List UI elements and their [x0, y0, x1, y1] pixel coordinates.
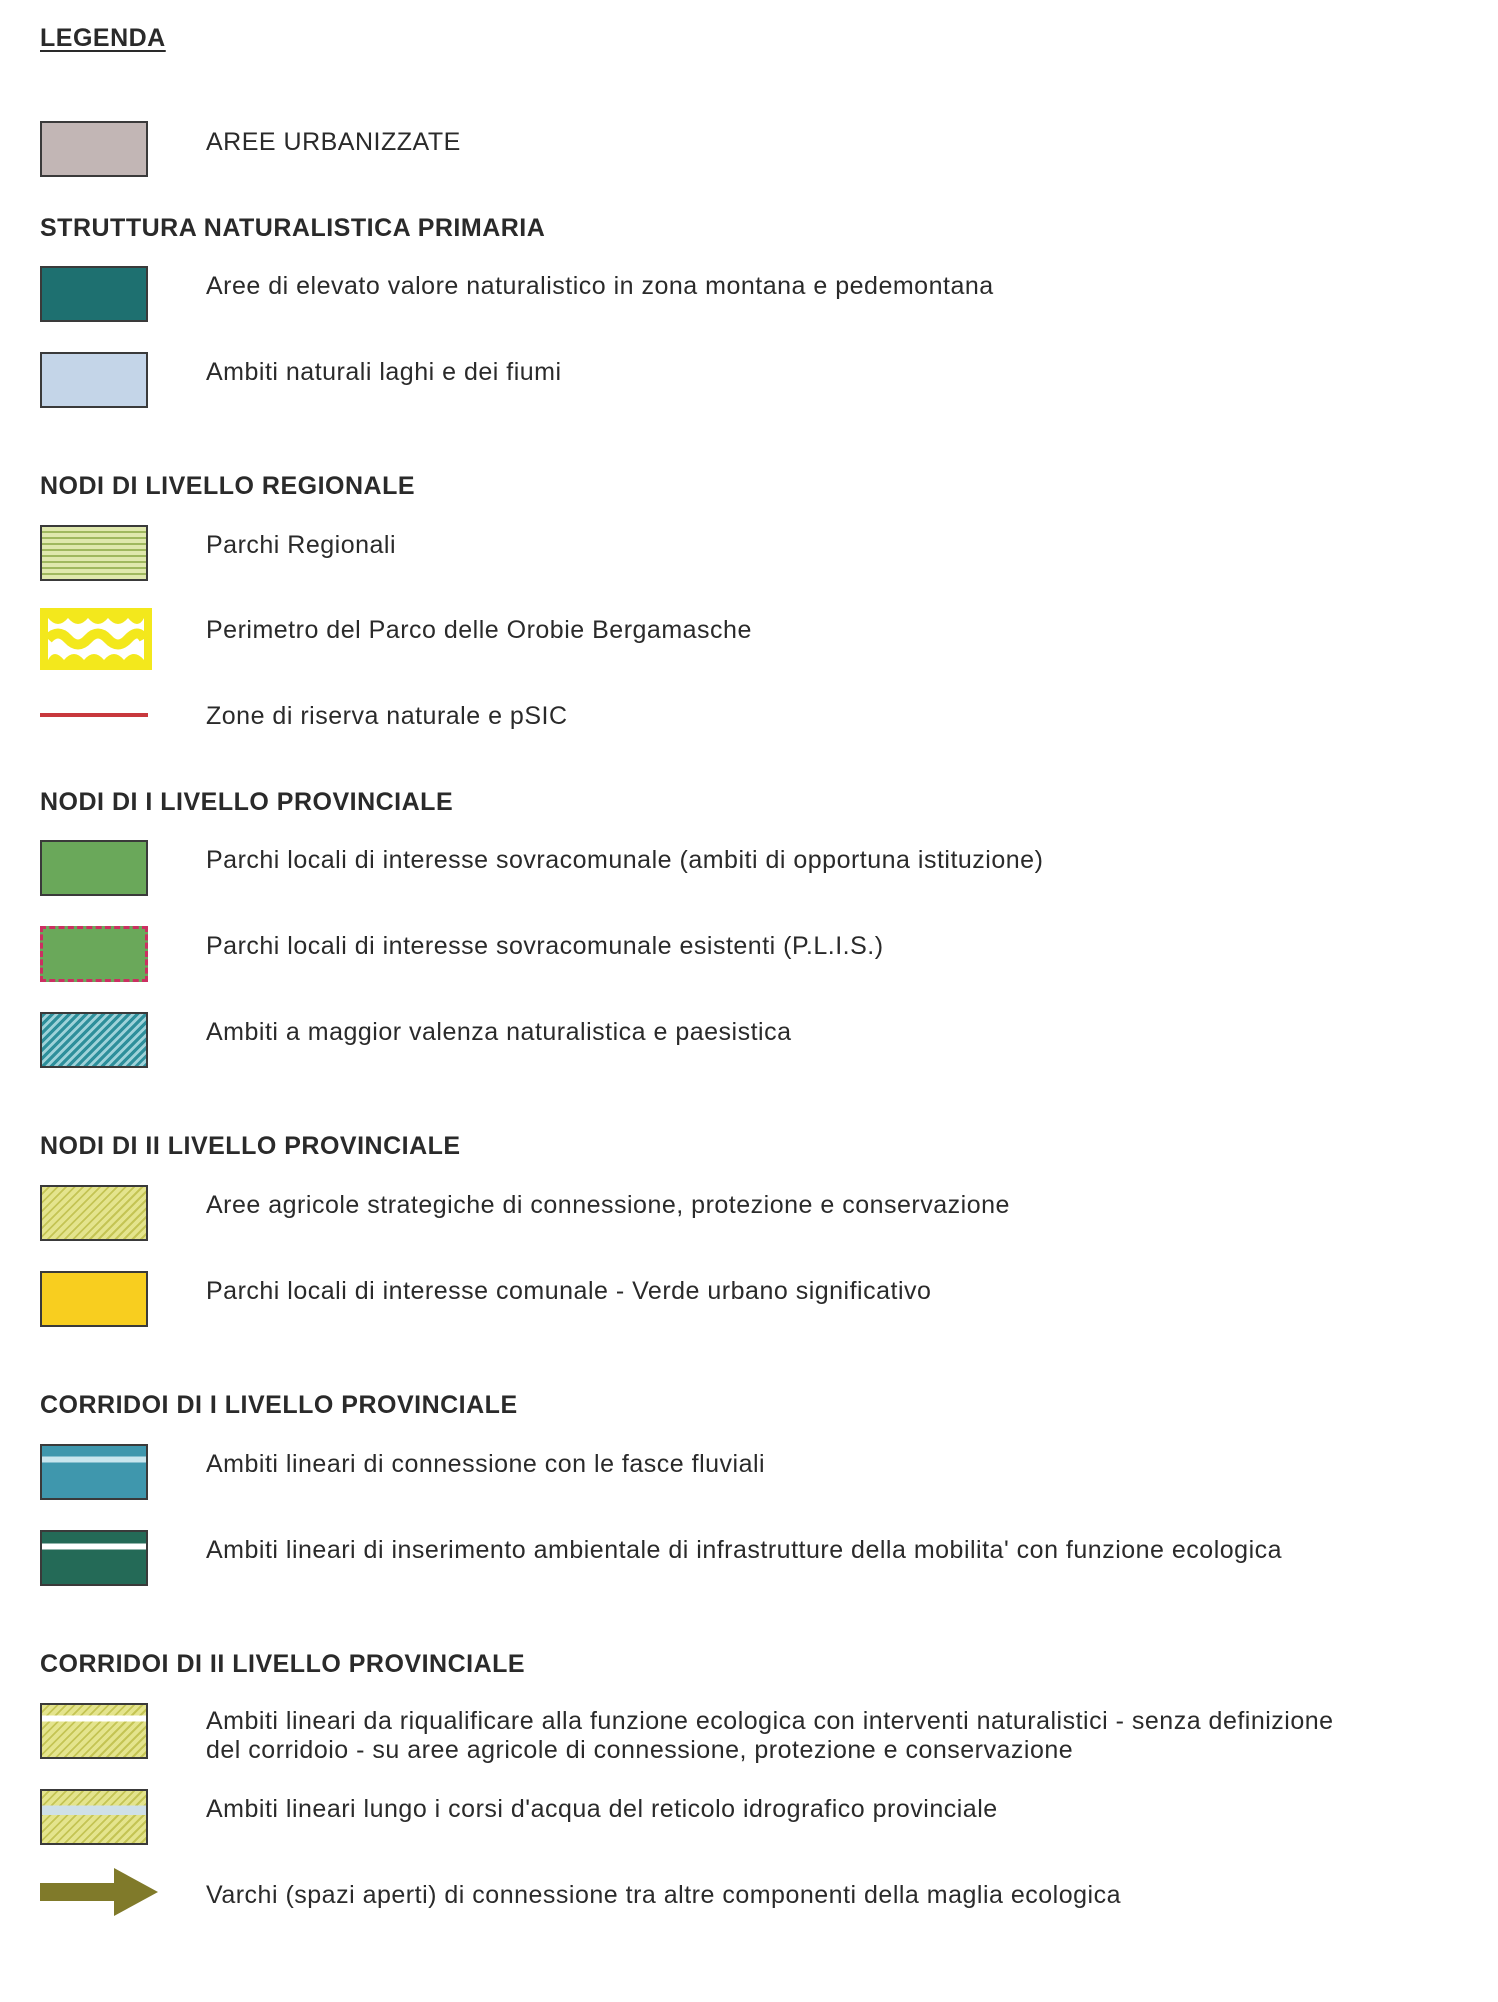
label-lakes-rivers: Ambiti naturali laghi e dei fiumi — [206, 358, 562, 386]
swatch-local-parks-opportune — [40, 840, 148, 896]
label-local-parks-opportune: Parchi locali di interesse sovracomunale (ambiti di opportuna istituzione) — [206, 846, 1044, 874]
swatch-lakes-rivers — [40, 352, 148, 408]
label-regional-parks: Parchi Regionali — [206, 531, 397, 559]
swatch-requalify-linear — [40, 1703, 148, 1759]
heading-prov2: NODI DI II LIVELLO PROVINCIALE — [40, 1132, 461, 1160]
scalloped-yellow-border-icon — [40, 608, 152, 670]
swatch-reserve-line — [40, 713, 148, 717]
label-strategic-agricultural: Aree agricole strategiche di connessione, protezione e conservazione — [206, 1191, 1010, 1219]
heading-primaria: STRUTTURA NATURALISTICA PRIMARIA — [40, 214, 546, 242]
swatch-urban-areas — [40, 121, 148, 177]
label-urban-green: Parchi locali di interesse comunale - Verde urbano significativo — [206, 1277, 932, 1305]
swatch-regional-parks — [40, 525, 148, 581]
swatch-high-landscape-value — [40, 1012, 148, 1068]
swatch-fluvial-connection — [40, 1444, 148, 1500]
label-orobie-perimeter: Perimetro del Parco delle Orobie Bergamasche — [206, 616, 752, 644]
label-urban-areas: AREE URBANIZZATE — [206, 128, 461, 156]
swatch-mobility-infrastructure — [40, 1530, 148, 1586]
label-watercourses: Ambiti lineari lungo i corsi d'acqua del reticolo idrografico provinciale — [206, 1795, 998, 1823]
label-requalify-linear-1: Ambiti lineari da riqualificare alla funzione ecologica con interventi naturalistici - senza definizione — [206, 1707, 1334, 1735]
heading-corr2: CORRIDOI DI II LIVELLO PROVINCIALE — [40, 1650, 526, 1678]
label-high-landscape-value: Ambiti a maggior valenza naturalistica e paesistica — [206, 1018, 792, 1046]
label-varchi: Varchi (spazi aperti) di connessione tra altre componenti della maglia ecologica — [206, 1881, 1121, 1909]
arrow-right-icon — [40, 1866, 158, 1918]
heading-regionale: NODI DI LIVELLO REGIONALE — [40, 472, 416, 500]
swatch-high-natural-value — [40, 266, 148, 322]
label-fluvial-connection: Ambiti lineari di connessione con le fasce fluviali — [206, 1450, 766, 1478]
swatch-watercourses — [40, 1789, 148, 1845]
swatch-urban-green — [40, 1271, 148, 1327]
heading-corr1: CORRIDOI DI I LIVELLO PROVINCIALE — [40, 1391, 518, 1419]
label-reserve-zones: Zone di riserva naturale e pSIC — [206, 702, 568, 730]
swatch-strategic-agricultural — [40, 1185, 148, 1241]
label-high-natural-value: Aree di elevato valore naturalistico in zona montana e pedemontana — [206, 272, 994, 300]
label-mobility-infrastructure: Ambiti lineari di inserimento ambientale di infrastrutture della mobilita' con funzione ecologica — [206, 1536, 1283, 1564]
heading-prov1: NODI DI I LIVELLO PROVINCIALE — [40, 788, 454, 816]
swatch-plis — [40, 926, 148, 982]
label-requalify-linear-2: del corridoio - su aree agricole di connessione, protezione e conservazione — [206, 1736, 1074, 1764]
legend-title: LEGENDA — [40, 24, 166, 52]
label-plis: Parchi locali di interesse sovracomunale esistenti (P.L.I.S.) — [206, 932, 884, 960]
